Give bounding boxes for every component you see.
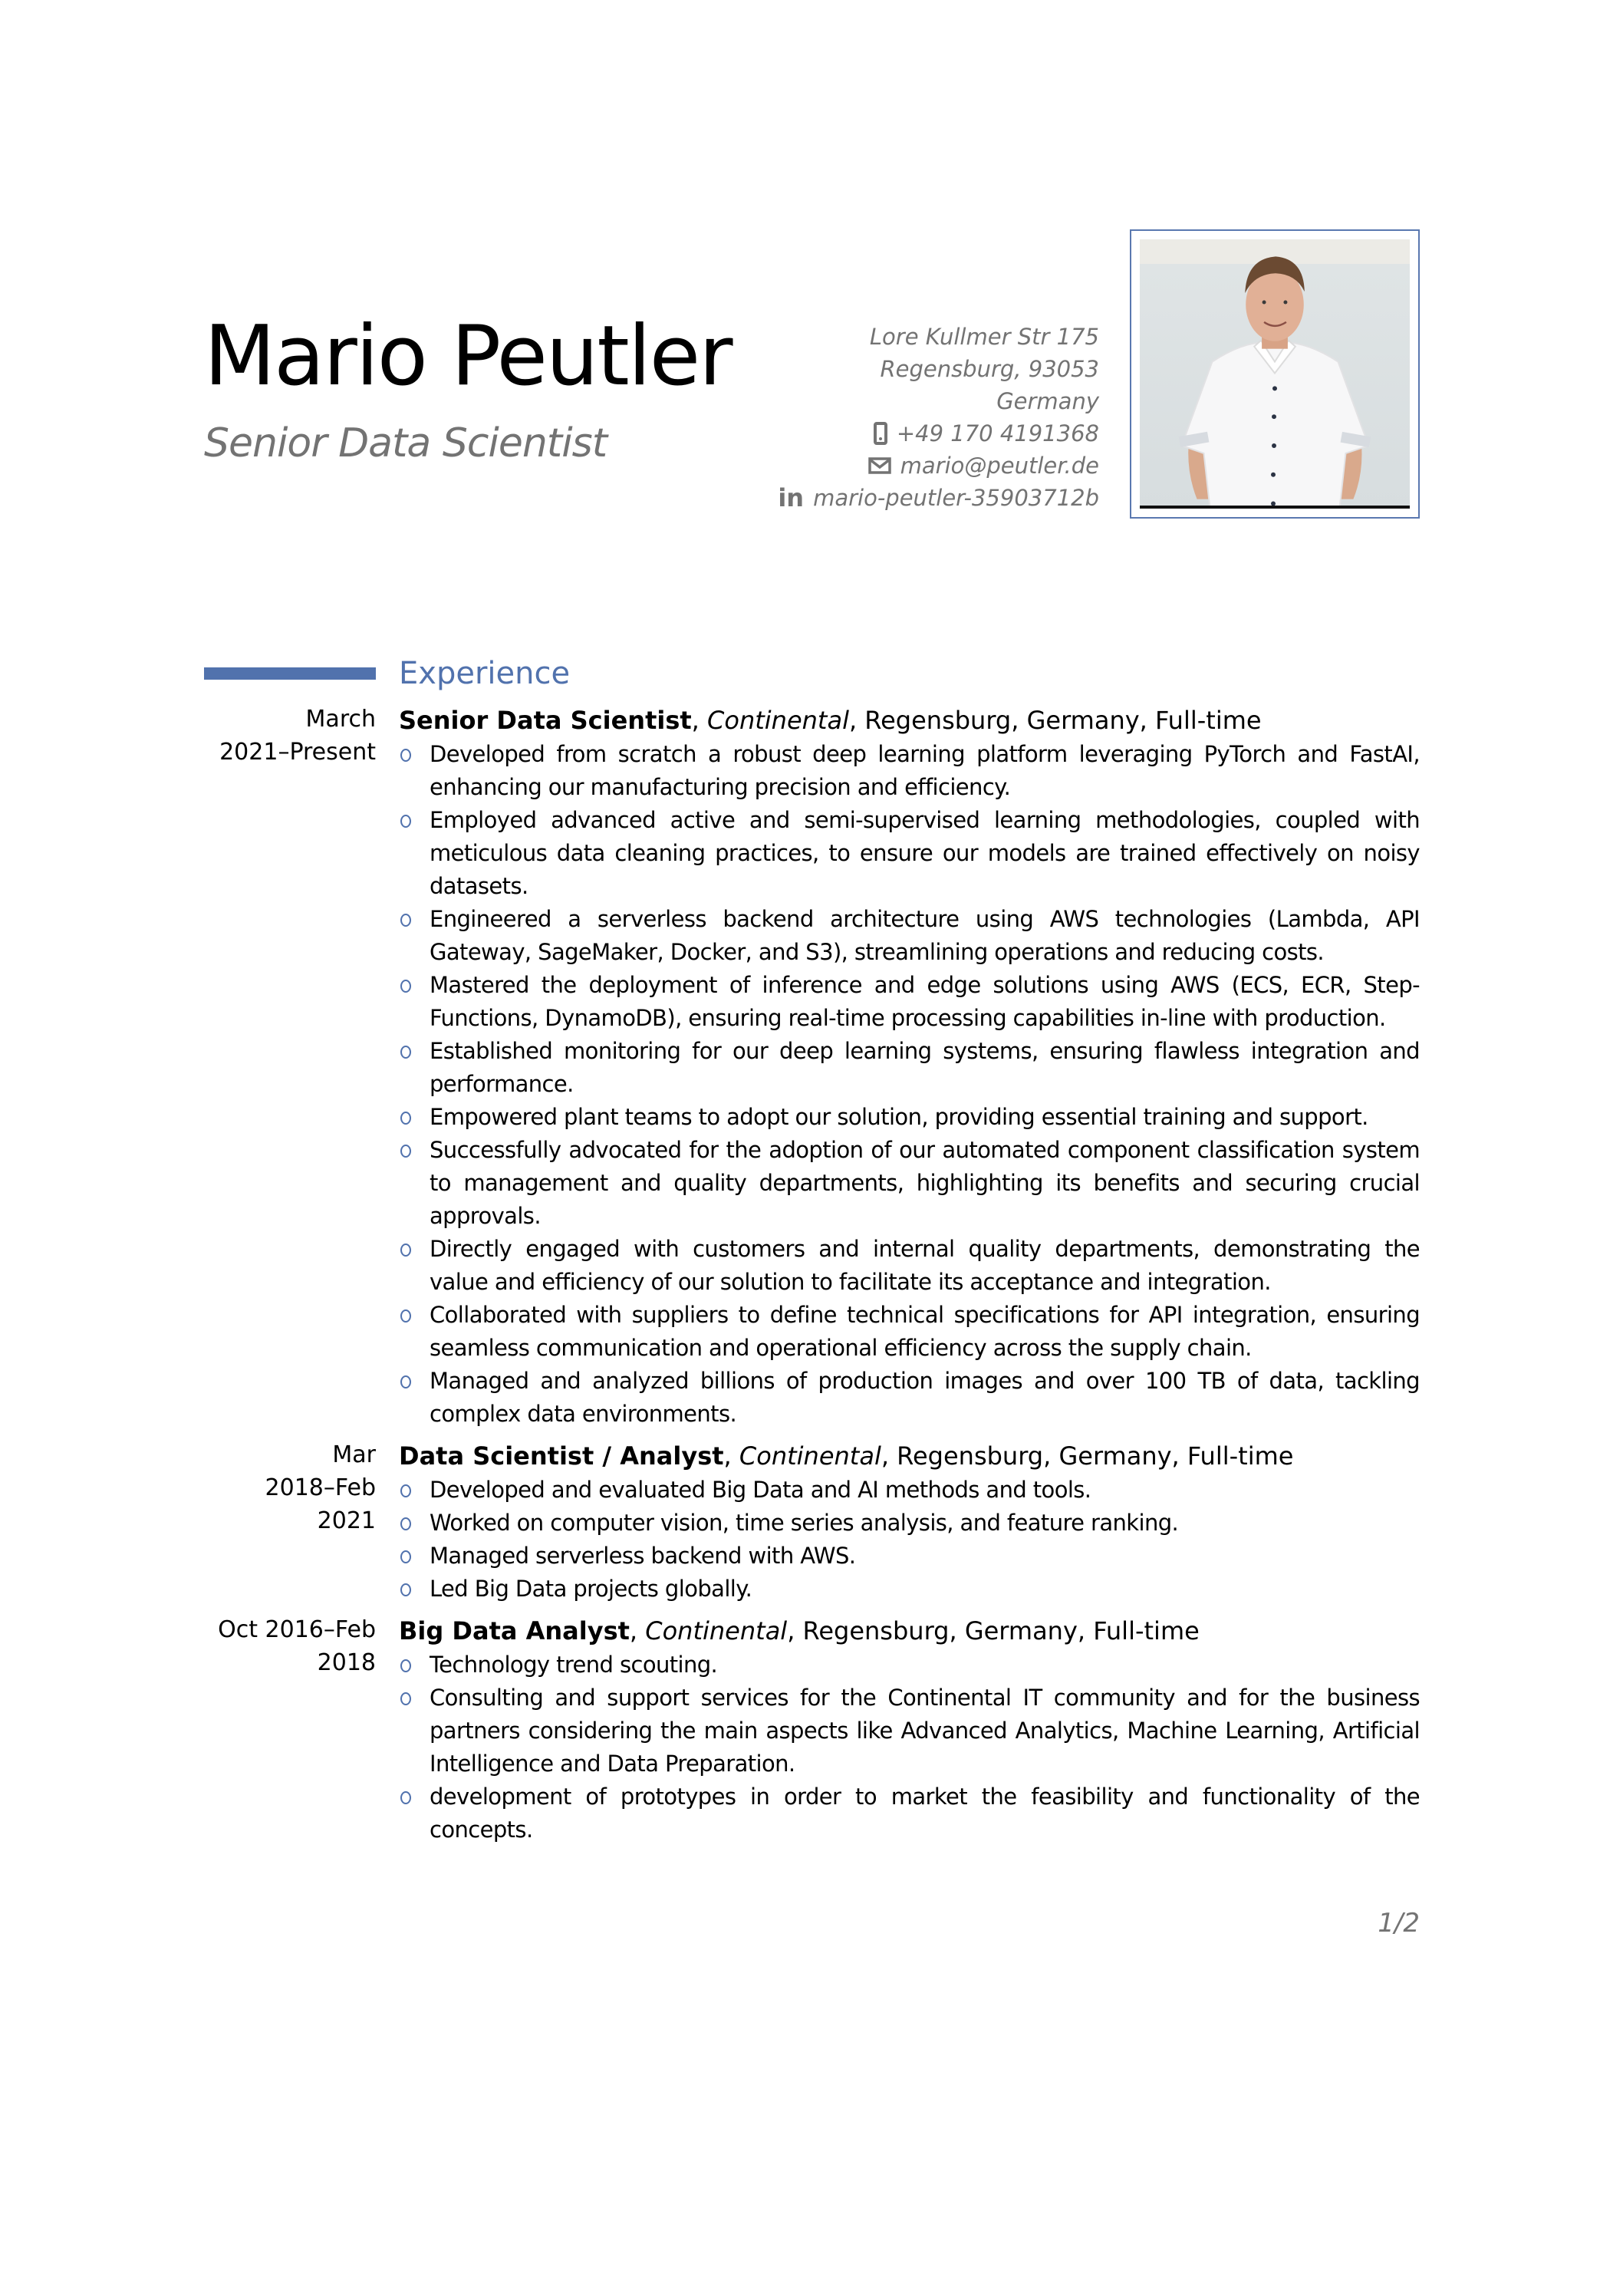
entry-role: Senior Data Scientist, Continental, Regensburg, Germany, Full-time (399, 706, 1262, 735)
bullet-text: development of prototypes in order to market the feasibility and functionality of the concepts. (430, 1784, 1420, 1843)
experience-entry (204, 703, 1420, 1431)
circle-bullet-icon (400, 1659, 411, 1672)
bullet-item (399, 1365, 1420, 1431)
bullet-item (399, 1649, 1420, 1682)
email-link[interactable]: mario@peutler.de (900, 453, 1099, 479)
circle-bullet-icon (400, 1517, 411, 1530)
person-illustration (1140, 239, 1410, 509)
experience-entry (204, 1438, 1420, 1606)
experience-list (204, 703, 1420, 1846)
circle-bullet-icon (400, 1791, 411, 1804)
experience-entry (204, 1613, 1420, 1846)
entry-date (204, 703, 376, 1431)
bullet-text: Empowered plant teams to adopt our solution, providing essential training and support. (430, 1104, 1368, 1130)
entry-date (204, 1438, 376, 1606)
circle-bullet-icon (400, 1244, 411, 1257)
circle-bullet-icon (400, 1375, 411, 1388)
email-line[interactable] (778, 450, 1099, 482)
entry-details: , Regensburg, Germany, Full-time (881, 1441, 1294, 1471)
circle-bullet-icon (400, 1550, 411, 1563)
bullet-item (399, 1134, 1420, 1233)
person-name: Mario Peutler (204, 308, 732, 404)
bullet-text: Led Big Data projects globally. (430, 1576, 752, 1602)
circle-bullet-icon (400, 1046, 411, 1059)
profile-photo (1140, 239, 1410, 509)
entry-details: , Regensburg, Germany, Full-time (848, 706, 1262, 735)
entry-content (399, 1438, 1420, 1606)
date-line: Oct 2016–Feb (218, 1616, 376, 1643)
cv-header (204, 229, 1420, 519)
phone-number[interactable]: +49 170 4191368 (896, 420, 1099, 446)
date-line: March (305, 706, 376, 733)
circle-bullet-icon (400, 914, 411, 927)
person-title: Senior Data Scientist (204, 420, 607, 466)
circle-bullet-icon (400, 1145, 411, 1158)
bullet-text: Collaborated with suppliers to define technical specifications for API integration, ensuring seamless communication and operational efficiency across the supply chain. (430, 1302, 1420, 1361)
bullet-text: Consulting and support services for the Continental IT community and for the business partners considering the main aspects like Advanced Analytics, Machine Learning, Artificial Intelligence and Data Preparation. (430, 1685, 1420, 1777)
address-line-3 (778, 385, 1099, 417)
entry-content (399, 1613, 1420, 1846)
bullet-item (399, 903, 1420, 969)
bullet-text: Successfully advocated for the adoption of our automated component classification system to management and quality departments, highlighting its benefits and securing crucial approvals. (430, 1137, 1420, 1229)
address-line-1 (778, 321, 1099, 353)
entry-details: , Regensburg, Germany, Full-time (787, 1616, 1200, 1645)
section-accent-bar (204, 667, 376, 680)
bullet-text: Mastered the deployment of inference and edge solutions using AWS (ECS, ECR, Step-Functions, DynamoDB), ensuring real-time processing capabilities in-line with production. (430, 972, 1420, 1031)
company-name: Continental (645, 1616, 788, 1645)
section-header (204, 655, 1420, 692)
bullet-list (399, 1649, 1420, 1846)
bullet-list (399, 738, 1420, 1431)
address-country: Germany (996, 388, 1099, 414)
linkedin-link[interactable]: mario-peutler-35903712b (813, 485, 1099, 511)
bullet-item (399, 969, 1420, 1035)
section-heading-experience: Experience (399, 656, 571, 691)
page-footer (204, 1908, 1420, 1939)
contact-block (778, 229, 1099, 519)
bullet-item (399, 738, 1420, 804)
address-street: Lore Kullmer Str 175 (869, 324, 1099, 350)
name-block (204, 308, 732, 467)
bullet-text: Developed from scratch a robust deep learning platform leveraging PyTorch and FastAI, enhancing our manufacturing precision and efficiency. (430, 741, 1420, 800)
entry-date (204, 1613, 376, 1846)
date-line: 2021 (317, 1507, 376, 1534)
bullet-text: Developed and evaluated Big Data and AI methods and tools. (430, 1477, 1091, 1503)
company-name: Continental (707, 706, 849, 735)
bullet-text: Engineered a serverless backend architecture using AWS technologies (Lambda, API Gateway, SageMaker, Docker, and S3), streamlining operations and reducing costs. (430, 906, 1420, 965)
entry-role: Data Scientist / Analyst, Continental, Regensburg, Germany, Full-time (399, 1441, 1294, 1471)
bullet-text: Worked on computer vision, time series analysis, and feature ranking. (430, 1510, 1179, 1536)
bullet-item (399, 1101, 1420, 1134)
bullet-item (399, 804, 1420, 903)
header-right (778, 229, 1420, 519)
date-line: 2018–Feb (265, 1474, 376, 1501)
entry-role: Big Data Analyst, Continental, Regensburg, Germany, Full-time (399, 1616, 1200, 1645)
address-city: Regensburg, 93053 (880, 356, 1099, 382)
position-title: Senior Data Scientist (399, 706, 692, 735)
bullet-text: Established monitoring for our deep learning systems, ensuring flawless integration and performance. (430, 1038, 1420, 1097)
circle-bullet-icon (400, 1583, 411, 1596)
profile-photo-frame (1130, 229, 1420, 519)
circle-bullet-icon (400, 815, 411, 828)
bullet-item (399, 1780, 1420, 1846)
bullet-item (399, 1540, 1420, 1573)
date-line: 2018 (317, 1649, 376, 1676)
entry-content (399, 703, 1420, 1431)
circle-bullet-icon (400, 980, 411, 993)
bullet-item (399, 1035, 1420, 1101)
company-name: Continental (739, 1441, 881, 1471)
mobile-phone-icon (874, 422, 887, 445)
position-title: Data Scientist / Analyst (399, 1441, 724, 1471)
circle-bullet-icon (400, 1484, 411, 1497)
bullet-item (399, 1507, 1420, 1540)
address-line-2 (778, 353, 1099, 385)
circle-bullet-icon (400, 1692, 411, 1705)
position-title: Big Data Analyst (399, 1616, 630, 1645)
envelope-icon (868, 457, 891, 474)
circle-bullet-icon (400, 749, 411, 762)
circle-bullet-icon (400, 1309, 411, 1323)
page-number: 1/2 (1378, 1908, 1420, 1939)
bullet-item (399, 1299, 1420, 1365)
bullet-item (399, 1474, 1420, 1507)
bullet-text: Managed serverless backend with AWS. (430, 1543, 856, 1569)
phone-line[interactable] (778, 417, 1099, 450)
bullet-list (399, 1474, 1420, 1606)
bullet-item (399, 1573, 1420, 1606)
bullet-text: Technology trend scouting. (430, 1652, 718, 1678)
linkedin-line[interactable] (778, 482, 1099, 514)
date-line: 2021–Present (219, 739, 376, 766)
bullet-text: Employed advanced active and semi-supervised learning methodologies, coupled with meticulous data cleaning practices, to ensure our models are trained effectively on noisy datasets. (430, 807, 1420, 899)
bullet-text: Directly engaged with customers and internal quality departments, demonstrating the value and efficiency of our solution to facilitate its acceptance and integration. (430, 1236, 1420, 1295)
bullet-item (399, 1233, 1420, 1299)
date-line: Mar (332, 1441, 376, 1468)
bullet-item (399, 1682, 1420, 1780)
linkedin-icon: in (778, 483, 805, 512)
bullet-text: Managed and analyzed billions of production images and over 100 TB of data, tackling complex data environments. (430, 1368, 1420, 1427)
circle-bullet-icon (400, 1112, 411, 1125)
